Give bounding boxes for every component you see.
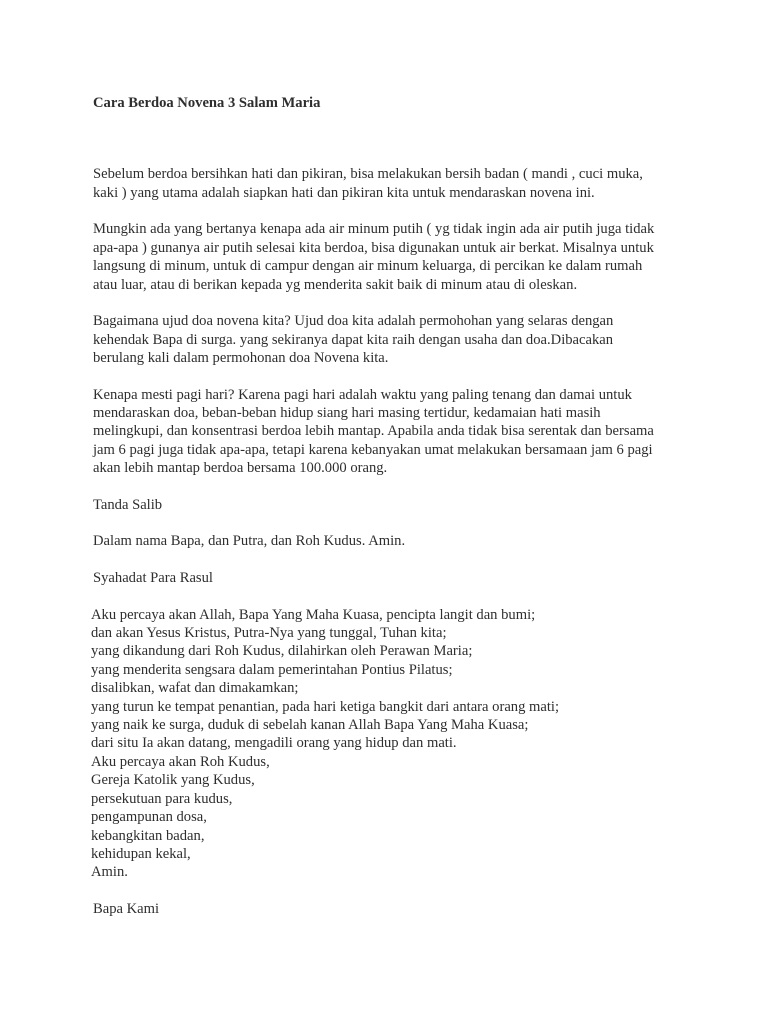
text-line: Bagaimana ujud doa novena kita? Ujud doa kita adalah permohohan yang selaras dengan — [93, 313, 614, 330]
paragraph-tanda-salib — [93, 532, 723, 550]
text-line: berulang kali dalam permohonan doa Novena kita. — [93, 350, 389, 367]
paragraph-air-putih — [93, 220, 723, 294]
creed-line: kehidupan kekal, — [91, 845, 191, 862]
text-line: apa-apa ) gunanya air putih selesai kita berdoa, bisa digunakan untuk air berkat. Misalnya untuk — [93, 239, 654, 256]
text-line: kaki ) yang utama adalah siapkan hati dan pikiran kita untuk mendaraskan novena ini. — [93, 184, 595, 201]
creed-line: yang naik ke surga, duduk di sebelah kanan Allah Bapa Yang Maha Kuasa; — [91, 717, 529, 734]
text-line: melingkupi, dan konsentrasi berdoa lebih mantap. Apabila anda tidak bisa serentak dan bersama — [93, 423, 654, 440]
section-heading: Tanda Salib — [93, 496, 163, 513]
creed-text — [91, 606, 723, 882]
creed-line: Amin. — [91, 864, 128, 881]
heading-bapa-kami — [93, 900, 723, 918]
text-line: Sebelum berdoa bersihkan hati dan pikiran, bisa melakukan bersih badan ( mandi , cuci muka, — [93, 166, 643, 183]
section-heading: Bapa Kami — [93, 900, 160, 917]
text-line: mendaraskan doa, beban-beban hidup siang hari masing tertidur, kedamaian hati masih — [93, 405, 601, 422]
creed-line: kebangkitan badan, — [91, 827, 205, 844]
text-line: kehendak Bapa di surga. yang sekiranya dapat kita raih dengan usaha dan doa.Dibacakan — [93, 331, 614, 348]
heading-syahadat — [93, 569, 723, 587]
creed-line: dan akan Yesus Kristus, Putra-Nya yang tunggal, Tuhan kita; — [91, 625, 447, 642]
text-line: Dalam nama Bapa, dan Putra, dan Roh Kudus. Amin. — [93, 533, 406, 550]
document-title: Cara Berdoa Novena 3 Salam Maria — [93, 95, 321, 111]
creed-line: Aku percaya akan Allah, Bapa Yang Maha Kuasa, pencipta langit dan bumi; — [91, 606, 536, 623]
creed-line: persekutuan para kudus, — [91, 790, 233, 807]
creed-line: pengampunan dosa, — [91, 809, 207, 826]
text-line: atau luar, atau di berikan kepada yg menderita sakit baik di minum atau di oleskan. — [93, 276, 578, 293]
creed-line: Aku percaya akan Roh Kudus, — [91, 753, 270, 770]
creed-line: Gereja Katolik yang Kudus, — [91, 772, 255, 789]
paragraph-pagi-hari — [93, 386, 723, 478]
section-heading: Syahadat Para Rasul — [93, 570, 213, 587]
paragraph-ujud-doa — [93, 312, 723, 367]
text-line: Mungkin ada yang bertanya kenapa ada air minum putih ( yg tidak ingin ada air putih juga tidak — [93, 221, 655, 238]
text-line: langsung di minum, untuk di campur dengan air minum keluarga, di percikan ke dalam rumah — [93, 258, 643, 275]
text-line: jam 6 pagi juga tidak apa-apa, tetapi karena kebanyakan umat melakukan bersamaan jam 6 pagi — [93, 441, 653, 458]
creed-line: yang dikandung dari Roh Kudus, dilahirkan oleh Perawan Maria; — [91, 643, 473, 660]
text-line: akan lebih mantap berdoa bersama 100.000 orang. — [93, 460, 388, 477]
paragraph-intro — [93, 165, 723, 202]
creed-line: dari situ Ia akan datang, mengadili orang yang hidup dan mati. — [91, 735, 457, 752]
creed-line: yang turun ke tempat penantian, pada hari ketiga bangkit dari antara orang mati; — [91, 698, 560, 715]
text-line: Kenapa mesti pagi hari? Karena pagi hari adalah waktu yang paling tenang dan damai untuk — [93, 386, 632, 403]
heading-tanda-salib — [93, 496, 723, 514]
creed-line: disalibkan, wafat dan dimakamkan; — [91, 680, 299, 697]
document-page — [93, 94, 723, 937]
creed-line: yang menderita sengsara dalam pemerintahan Pontius Pilatus; — [91, 661, 453, 678]
